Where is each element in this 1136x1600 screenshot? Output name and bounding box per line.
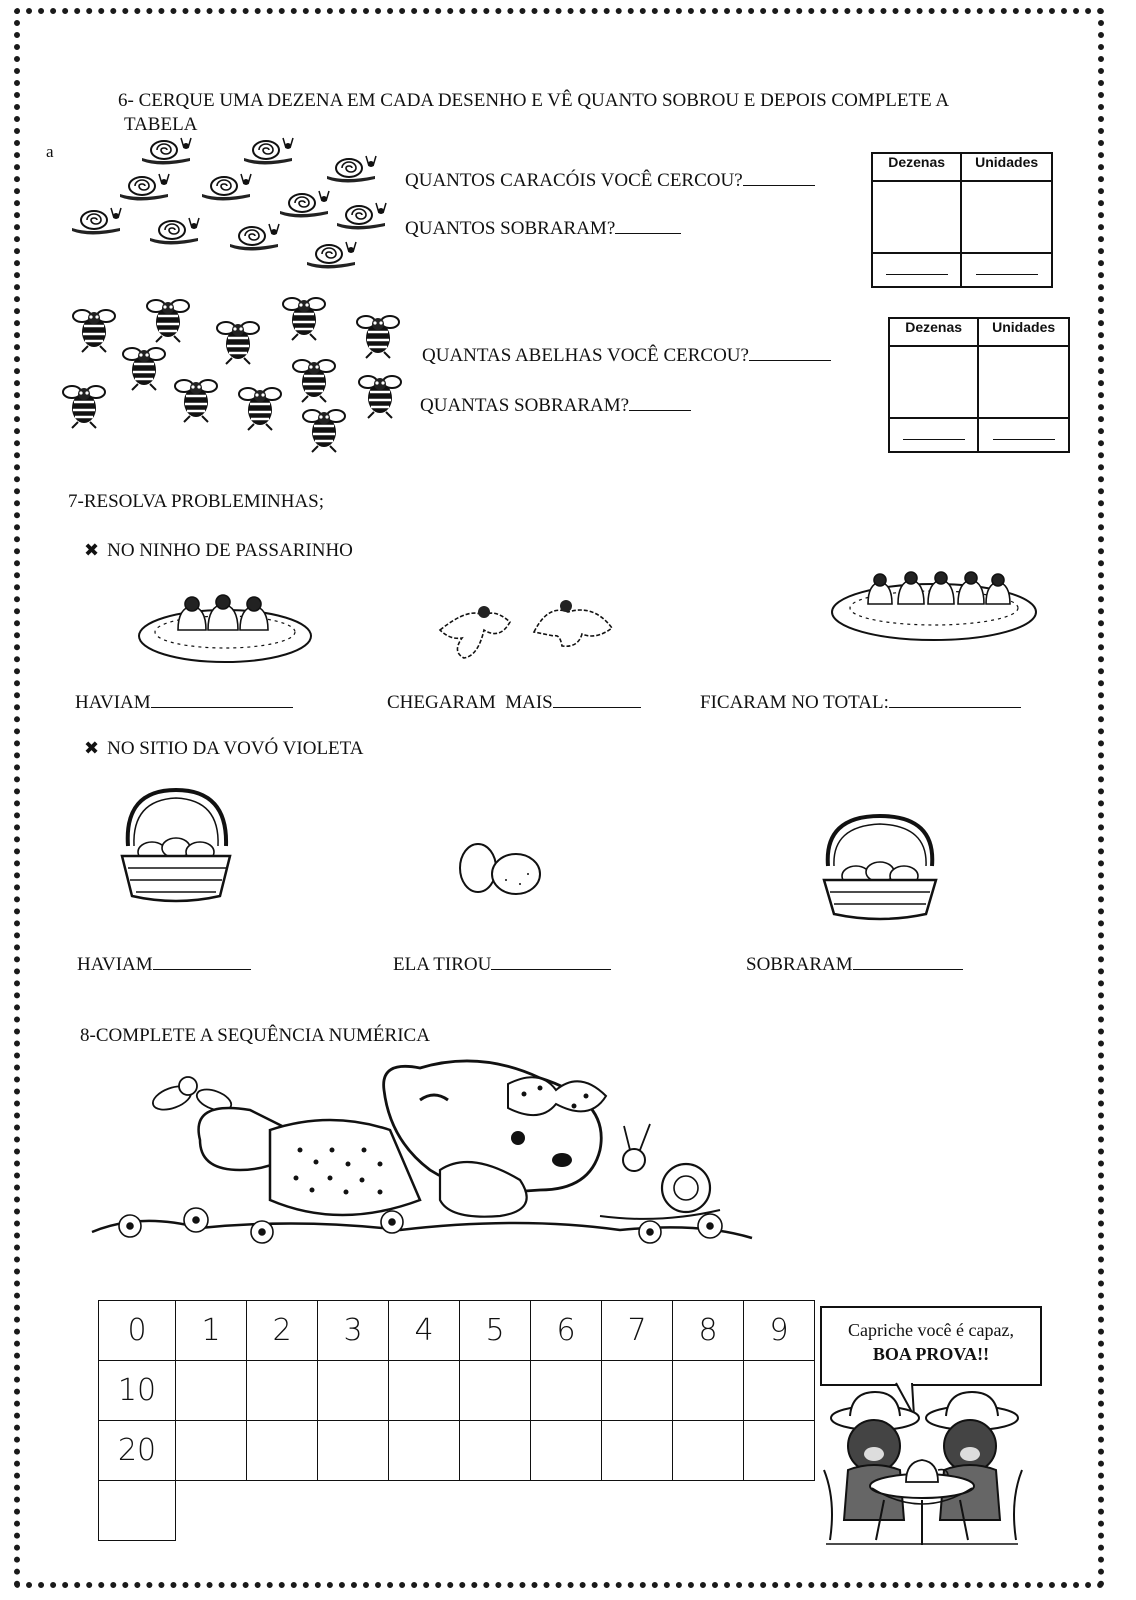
bubble-line1: Capriche você é capaz,: [848, 1320, 1014, 1340]
q6-title: [118, 89, 949, 137]
snails-table-header-units: Unidades: [961, 153, 1052, 181]
bees-question-1: [422, 342, 831, 367]
sequence-cell: 9: [744, 1301, 815, 1361]
sequence-empty-cell[interactable]: [744, 1421, 815, 1481]
bees-table-header-tens: Dezenas: [889, 318, 978, 346]
sequence-empty-cell[interactable]: [460, 1361, 531, 1421]
bees-table-header-units: Unidades: [978, 318, 1069, 346]
sequence-cell: 1: [176, 1301, 247, 1361]
nest-label-total-text: FICARAM NO TOTAL:: [700, 692, 889, 713]
bees-question-2: [420, 392, 691, 417]
farm-label-had: [77, 951, 251, 976]
bubble-line2: BOA PROVA!!: [872, 1344, 990, 1364]
bees-tens-units-table: [888, 317, 1070, 453]
q6-title-line1: 6- CERQUE UMA DEZENA EM CADA DESENHO E VÊ QUANTO SOBROU E DEPOIS COMPLETE A: [118, 90, 950, 111]
snails-table-header-tens: Dezenas: [872, 153, 961, 181]
bees-answer-1-blank[interactable]: [749, 342, 831, 361]
bees-answer-2-blank[interactable]: [629, 392, 691, 411]
sequence-empty-cell[interactable]: [247, 1421, 318, 1481]
q7-sub2-title: [84, 738, 363, 760]
sequence-empty-cell[interactable]: [460, 1421, 531, 1481]
sequence-no-border: [176, 1481, 815, 1541]
nest-label-had: [75, 689, 293, 714]
sequence-empty-cell[interactable]: [318, 1421, 389, 1481]
cross-bullet-icon: ✖: [84, 738, 100, 759]
nest-arrived-blank[interactable]: [553, 689, 641, 708]
snails-question-1: [405, 167, 815, 192]
sequence-empty-cell[interactable]: [602, 1361, 673, 1421]
sequence-cell: 6: [531, 1301, 602, 1361]
bees-question-2-text: QUANTAS SOBRARAM?: [420, 395, 630, 416]
nest-had-blank[interactable]: [151, 689, 293, 708]
bees-table-units-answer[interactable]: [978, 418, 1069, 452]
nest-label-total: [700, 689, 1021, 714]
sequence-empty-cell[interactable]: [389, 1361, 460, 1421]
sequence-empty-cell[interactable]: [389, 1421, 460, 1481]
sequence-cell: 5: [460, 1301, 531, 1361]
sequence-row-0: [99, 1301, 815, 1361]
encouragement-speech-bubble: [820, 1306, 1042, 1386]
snails-table-tens-cell[interactable]: [872, 181, 961, 253]
bees-table-tens-answer[interactable]: [889, 418, 978, 452]
sequence-cell: 0: [99, 1301, 176, 1361]
item-marker: a: [46, 142, 54, 161]
sequence-empty-cell[interactable]: [531, 1421, 602, 1481]
sequence-cell: 8: [673, 1301, 744, 1361]
sequence-empty-cell[interactable]: [531, 1361, 602, 1421]
sequence-empty-cell[interactable]: [673, 1361, 744, 1421]
snails-answer-2-blank[interactable]: [615, 215, 681, 234]
snails-table-units-answer[interactable]: [961, 253, 1052, 287]
q6-title-line2: TABELA: [124, 114, 198, 135]
bees-table-units-cell[interactable]: [978, 346, 1069, 418]
q8-title: 8-COMPLETE A SEQUÊNCIA NUMÉRICA: [80, 1025, 430, 1046]
snails-question-1-text: QUANTOS CARACÓIS VOCÊ CERCOU?: [405, 170, 743, 191]
sequence-empty-cell[interactable]: [744, 1361, 815, 1421]
bees-table-tens-cell[interactable]: [889, 346, 978, 418]
sequence-cell: 4: [389, 1301, 460, 1361]
snails-table-tens-answer[interactable]: [872, 253, 961, 287]
snails-question-2: [405, 215, 681, 240]
farm-label-removed: [393, 951, 611, 976]
q7-title: 7-RESOLVA PROBLEMINHAS;: [68, 491, 325, 512]
q7-sub1-title-text: NO NINHO DE PASSARINHO: [107, 540, 353, 561]
sequence-empty-cell[interactable]: [176, 1361, 247, 1421]
sequence-cell: 10: [99, 1361, 176, 1421]
sequence-row-1: [99, 1361, 815, 1421]
farm-label-had-text: HAVIAM: [77, 954, 153, 975]
sequence-cell: 2: [247, 1301, 318, 1361]
farm-label-left: [746, 951, 963, 976]
snails-question-2-text: QUANTOS SOBRARAM?: [405, 218, 616, 239]
farm-had-blank[interactable]: [153, 951, 251, 970]
nest-label-arrived: [387, 689, 641, 714]
farm-left-blank[interactable]: [853, 951, 963, 970]
q7-sub2-title-text: NO SITIO DA VOVÓ VIOLETA: [107, 738, 364, 759]
nest-label-had-text: HAVIAM: [75, 692, 151, 713]
farm-removed-blank[interactable]: [491, 951, 611, 970]
snails-answer-1-blank[interactable]: [743, 167, 815, 186]
sequence-empty-cell[interactable]: [602, 1421, 673, 1481]
farm-label-left-text: SOBRARAM: [746, 954, 853, 975]
snails-table-units-cell[interactable]: [961, 181, 1052, 253]
sequence-cell: 3: [318, 1301, 389, 1361]
sequence-empty-cell[interactable]: [318, 1361, 389, 1421]
sequence-empty-cell[interactable]: [99, 1481, 176, 1541]
bears-tea-illustration: [0, 0, 1, 1]
farm-label-removed-text: ELA TIROU: [393, 954, 492, 975]
sequence-cell: 7: [602, 1301, 673, 1361]
cross-bullet-icon: ✖: [84, 540, 100, 561]
nest-label-arrived-text: CHEGARAM MAIS: [387, 692, 553, 713]
nest-total-blank[interactable]: [889, 689, 1021, 708]
sequence-row-3: [99, 1481, 815, 1541]
sequence-cell: 20: [99, 1421, 176, 1481]
sequence-empty-cell[interactable]: [176, 1421, 247, 1481]
bees-question-1-text: QUANTAS ABELHAS VOCÊ CERCOU?: [422, 345, 749, 366]
sequence-empty-cell[interactable]: [247, 1361, 318, 1421]
q7-sub1-title: [84, 540, 353, 562]
sequence-row-2: [99, 1421, 815, 1481]
snails-tens-units-table: [871, 152, 1053, 288]
sequence-empty-cell[interactable]: [673, 1421, 744, 1481]
number-sequence-grid: [98, 1300, 815, 1541]
